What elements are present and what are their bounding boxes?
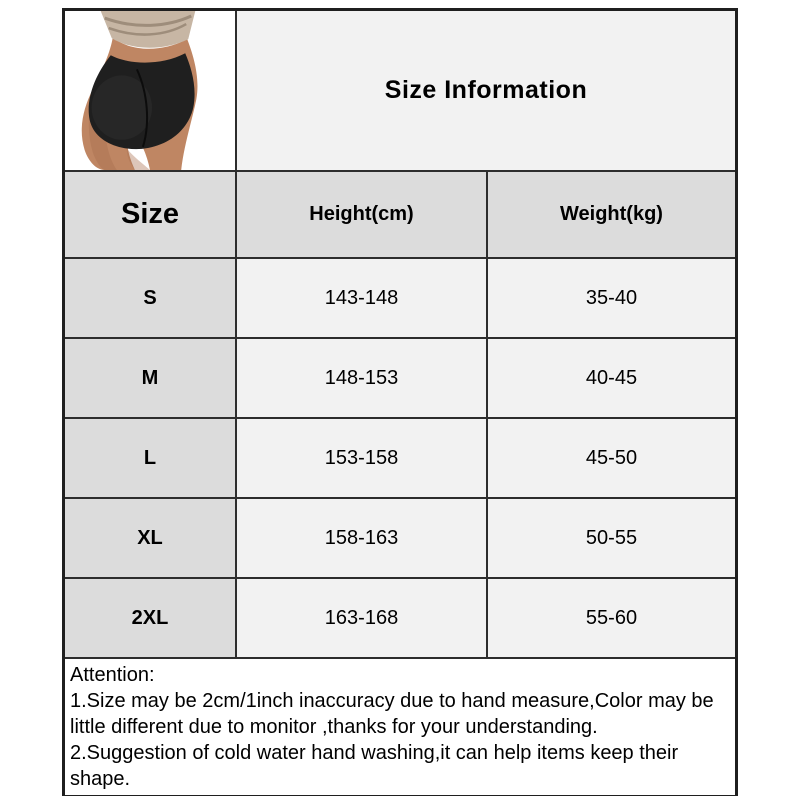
attention-line-2: 2.Suggestion of cold water hand washing,it can help items keep their shape. <box>70 742 679 790</box>
table-row-s-weight: 35-40 <box>488 259 735 337</box>
table-row-m-height: 148-153 <box>237 339 486 417</box>
attention-note <box>65 659 735 795</box>
size-information-sheet <box>62 8 738 796</box>
table-row-2xl-height: 163-168 <box>237 579 486 657</box>
product-image <box>65 11 235 170</box>
attention-title: Attention: <box>70 664 155 686</box>
table-row-m-weight: 40-45 <box>488 339 735 417</box>
table-row-2xl-size: 2XL <box>65 579 235 657</box>
table-row-2xl-weight: 55-60 <box>488 579 735 657</box>
table-row-l-size: L <box>65 419 235 497</box>
table-row-l-height: 153-158 <box>237 419 486 497</box>
product-photo-illustration <box>65 11 235 170</box>
table-row-s-size: S <box>65 259 235 337</box>
table-row-xl-weight: 50-55 <box>488 499 735 577</box>
table-row-s-height: 143-148 <box>237 259 486 337</box>
table-row-xl-height: 158-163 <box>237 499 486 577</box>
table-row-l-weight: 45-50 <box>488 419 735 497</box>
page-title: Size Information <box>237 11 735 170</box>
table-row-m-size: M <box>65 339 235 417</box>
column-header-size: Size <box>65 172 235 257</box>
column-header-height: Height(cm) <box>237 172 486 257</box>
table-row-xl-size: XL <box>65 499 235 577</box>
column-header-weight: Weight(kg) <box>488 172 735 257</box>
attention-line-1: 1.Size may be 2cm/1inch inaccuracy due to hand measure,Color may be little different due to monitor ,thanks for your understanding. <box>70 690 714 738</box>
